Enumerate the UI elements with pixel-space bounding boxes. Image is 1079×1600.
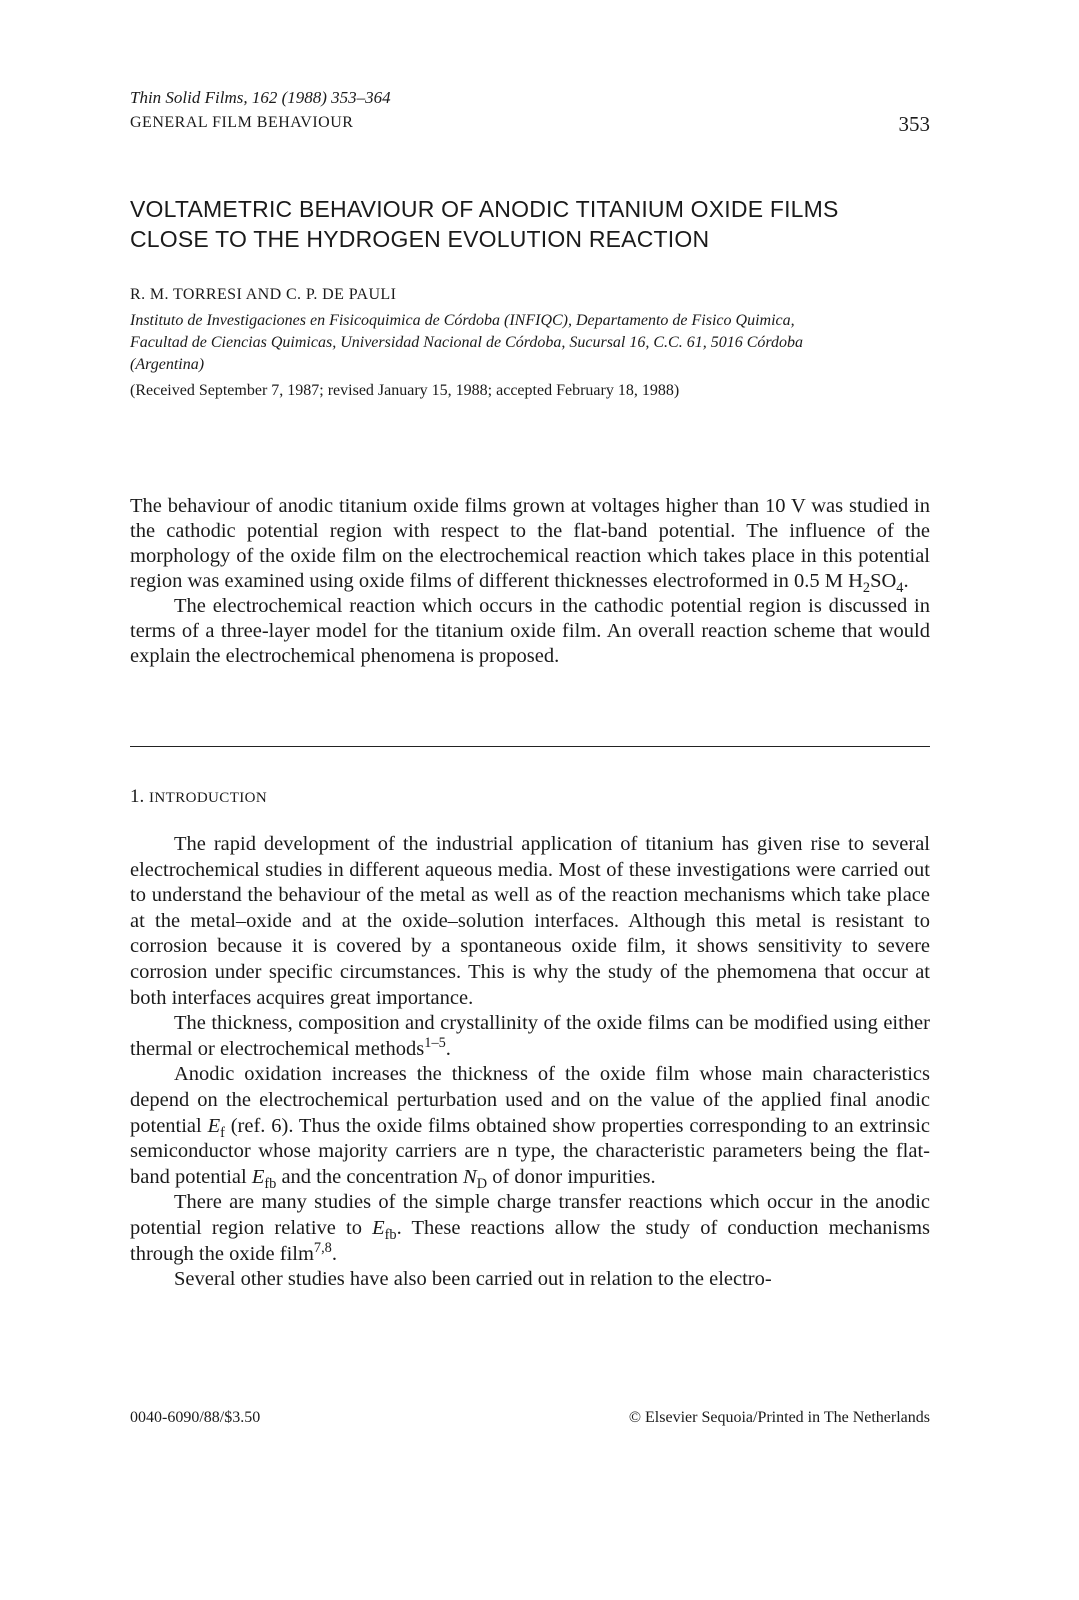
subscript: 2	[862, 580, 871, 597]
intro-paragraph-2	[130, 1011, 930, 1062]
affiliation	[130, 310, 930, 376]
abstract-text: The behaviour of anodic titanium oxide films grown at voltages higher than 10 V was studied in the cathodic potential region with respect to the flat-band potential. The influence of the morphology of the oxide film on the electrochemical reaction which takes place in this potential region was examined using oxide films of different thicknesses electroformed in 0.5 M H	[130, 495, 930, 592]
section-number: 1.	[130, 786, 145, 807]
symbol: N	[463, 1165, 477, 1188]
paragraph-text: .	[445, 1037, 451, 1060]
affiliation-line-1: Instituto de Investigaciones en Fisicoquimica de Córdoba (INFIQC), Departamento de Fisico Quimica,	[130, 312, 795, 329]
abstract-text: .	[903, 570, 909, 592]
subscript: fb	[384, 1227, 397, 1243]
divider-rule	[130, 746, 930, 747]
footer-code: 0040-6090/88/$3.50	[130, 1409, 261, 1426]
intro-paragraph-4	[130, 1190, 930, 1267]
subscript: D	[476, 1175, 488, 1192]
footer-publisher: © Elsevier Sequoia/Printed in The Netherlands	[628, 1409, 930, 1426]
symbol: E	[207, 1114, 221, 1137]
intro-paragraph-3	[130, 1062, 930, 1190]
subscript: fb	[264, 1175, 277, 1192]
title-line-1: VOLTAMETRIC BEHAVIOUR OF ANODIC TITANIUM OXIDE FILMS	[130, 196, 839, 222]
title-line-2: CLOSE TO THE HYDROGEN EVOLUTION REACTION	[130, 226, 710, 252]
journal-reference: Thin Solid Films, 162 (1988) 353–364	[130, 88, 391, 107]
section-heading: GENERAL FILM BEHAVIOUR	[130, 114, 354, 131]
paragraph-text: There are many studies of the simple charge transfer reactions which occur in the anodic potential region relative to	[130, 1191, 930, 1239]
symbol: E	[251, 1165, 265, 1188]
citation-superscript: 1–5	[424, 1034, 446, 1051]
formula-text: SO	[870, 570, 897, 592]
abstract-paragraph-1	[130, 494, 930, 597]
symbol: E	[372, 1216, 385, 1239]
received-dates: (Received September 7, 1987; revised January 15, 1988; accepted February 18, 1988)	[130, 382, 680, 399]
intro-paragraph-1: The rapid development of the industrial application of titanium has given rise to several electrochemical studies in different aqueous media. Most of these investigations were carried out to understand the behaviour of the metal as well as of the reaction mechanisms which take place at the metal–oxide and at the oxide–solution interfaces. Although this metal is resistant to corrosion because it is covered by a spontaneous oxide film, it shows sensitivity to severe corrosion under specific circumstances. This is why the study of the phemomena that occur at both interfaces acquires great importance.	[130, 833, 930, 1009]
subscript: 4	[896, 580, 904, 597]
page-number: 353	[898, 112, 930, 136]
paper-page	[130, 0, 930, 1600]
subscript: f	[220, 1124, 225, 1141]
affiliation-line-3: (Argentina)	[130, 356, 205, 373]
affiliation-line-2: Facultad de Ciencias Quimicas, Universidad Nacional de Córdoba, Sucursal 16, C.C. 61, 5016 Córdoba	[130, 334, 804, 351]
paragraph-text: (ref. 6). Thus the oxide films obtained show properties corresponding to an extrinsic semiconductor whose majority carriers are n type, the characteristic parameters being the flat-band potential	[130, 1114, 931, 1188]
paragraph-text: .	[331, 1242, 337, 1265]
paragraph-text: Anodic oxidation increases the thickness of the oxide film whose main characteristics depend on the electrochemical perturbation used and on the value of the applied final anodic potential	[130, 1063, 930, 1137]
intro-heading	[130, 786, 267, 808]
authors: R. M. TORRESI AND C. P. DE PAULI	[130, 286, 397, 303]
abstract	[130, 494, 930, 669]
section-title: INTRODUCTION	[149, 790, 268, 806]
paragraph-text: of donor impurities.	[487, 1165, 656, 1188]
intro-paragraph-5: Several other studies have also been carried out in relation to the electro-	[174, 1268, 772, 1291]
paper-title	[130, 194, 930, 254]
paragraph-text: . These reactions allow the study of conduction mechanisms through the oxide film	[130, 1216, 930, 1265]
intro-body	[130, 832, 930, 1293]
citation-superscript: 7,8	[313, 1239, 332, 1256]
paragraph-text: and the concentration	[276, 1165, 464, 1188]
paragraph-text: The thickness, composition and crystallinity of the oxide films can be modified using either thermal or electrochemical methods	[130, 1012, 930, 1060]
abstract-paragraph-2: The electrochemical reaction which occurs in the cathodic potential region is discussed in terms of a three-layer model for the titanium oxide film. An overall reaction scheme that would explain the electrochemical phenomena is proposed.	[130, 595, 930, 667]
